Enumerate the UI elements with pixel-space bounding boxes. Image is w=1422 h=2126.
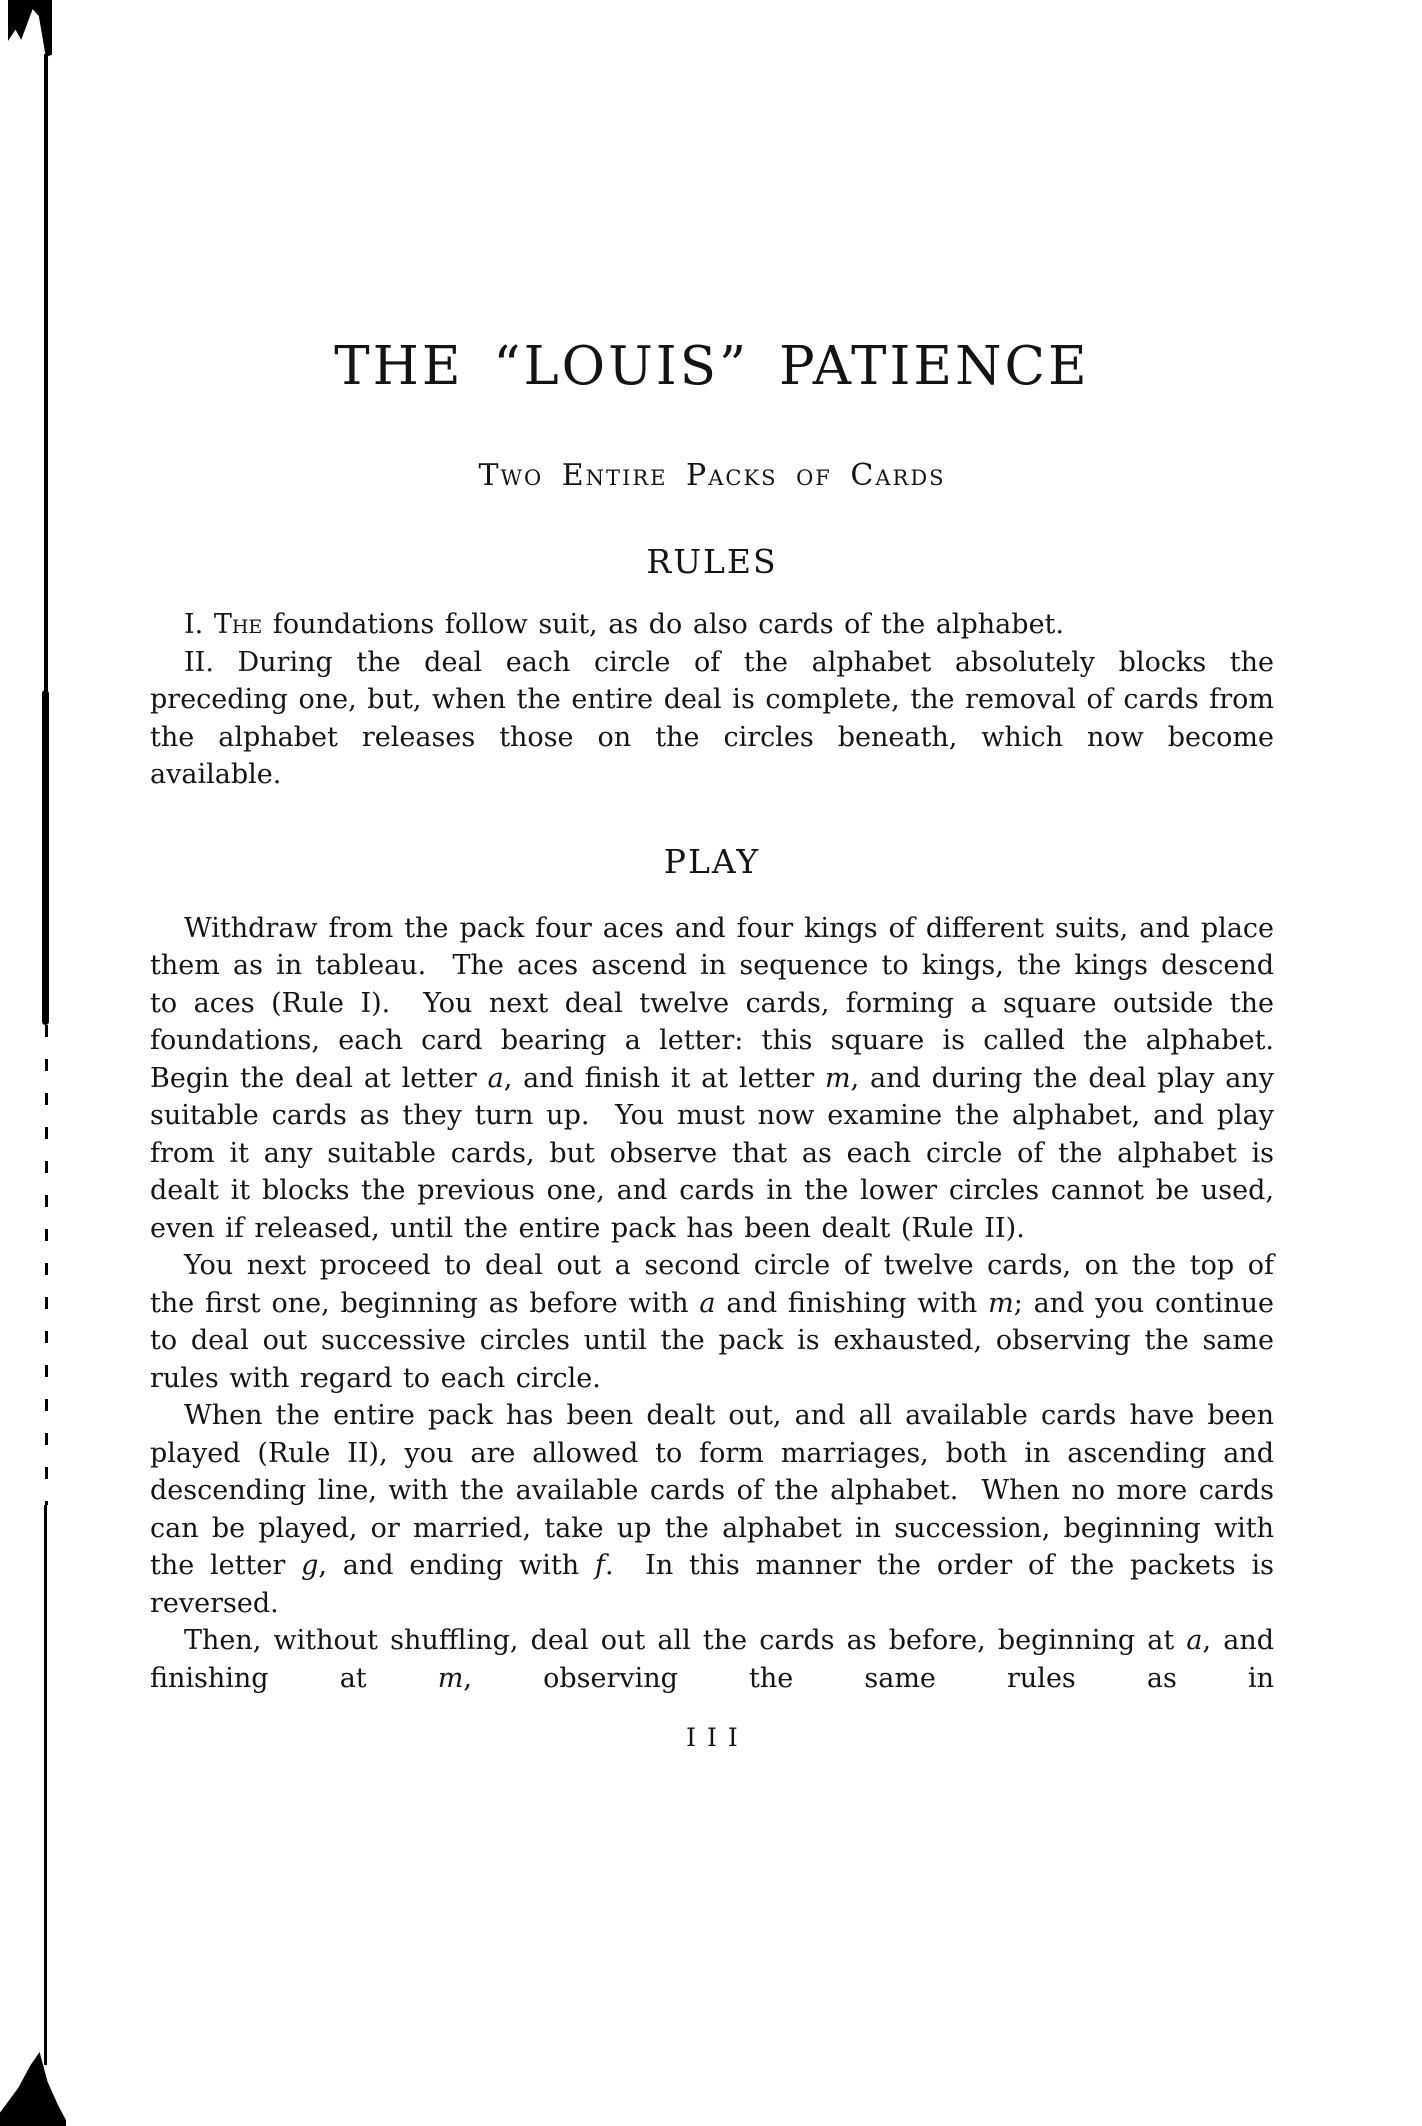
rules-heading: RULES	[646, 542, 778, 581]
play-heading: PLAY	[663, 841, 761, 881]
page-title: THE “LOUIS” PATIENCE	[334, 336, 1090, 397]
rules-paragraph-2: II. During the deal each circle of the alphabet absolutely blocks the preceding one, but, when the entire deal is complete, the removal of cards from the alphabet releases those on the circles beneath, which now become available.	[150, 646, 1285, 790]
scan-gutter-line-lower	[44, 1505, 47, 2065]
play-paragraph-1: Withdraw from the pack four aces and four kings of different suits, and place them as in tableau. The aces ascend in sequence to kings, the kings descend to aces (Rule I). You next deal twelve cards, forming a square outside the foundations, each card bearing a letter: this square is called the alphabet. Begin the deal at letter a, and finish it at letter m, and during the deal play any suitable cards as they turn up. You must now examine the alphabet, and play from it any suitable cards, but observe that as each circle of the alphabet is dealt it blocks the previous one, and cards in the lower circles cannot be used, even if released, until the entire pack has been dealt (Rule II).	[150, 912, 1296, 1244]
play-paragraph-3: When the entire pack has been dealt out, and all available cards have been played (Rule II), you are allowed to form marriages, both in ascending and descending line, with the available cards of the alphabet. When no more cards can be played, or married, take up the alphabet in succession, beginning with the letter g, and ending with f. In this manner the order of the packets is reversed.	[150, 1400, 1285, 1619]
text-block	[150, 0, 1296, 1753]
scan-gutter-line-dotted	[45, 1025, 48, 1505]
rules-paragraph-1: I. The foundations follow suit, as do also cards of the alphabet.	[184, 609, 1064, 640]
page-number: III	[686, 1723, 749, 1752]
scan-gutter-line-thick	[42, 690, 49, 1025]
scan-gutter-line-upper	[44, 54, 48, 694]
scan-smudge-top-left	[8, 0, 52, 57]
play-paragraph-2: You next proceed to deal out a second circle of twelve cards, on the top of the first one, beginning as before with a and finishing with m; and you continue to deal out successive circles until the pack is exhausted, observing the same rules with regard to each circle.	[150, 1250, 1285, 1394]
play-paragraph-4: Then, without shuffling, deal out all the cards as before, beginning at a, and finishing at m, observing the same rules as in	[150, 1625, 1285, 1694]
page-subtitle: Two Entire Packs of Cards	[478, 458, 946, 493]
scan-smudge-bottom-left	[0, 2052, 66, 2126]
